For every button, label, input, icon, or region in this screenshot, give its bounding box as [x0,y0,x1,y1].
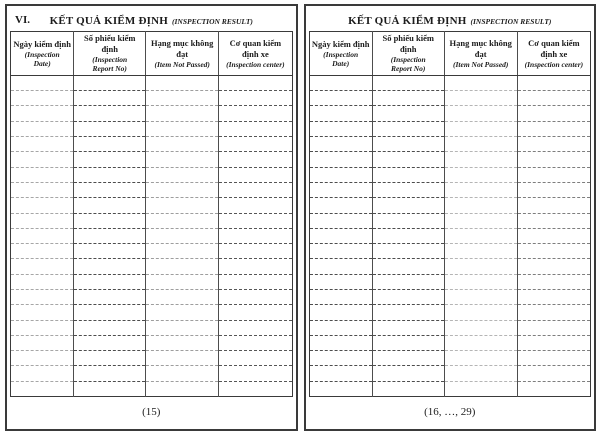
column-label: Cơ quan kiểm định xe [229,37,282,59]
table-row [309,320,591,335]
table-cell [11,106,74,121]
table-cell [11,75,74,90]
page-note-right: (16, …, 29) [424,406,476,419]
table-cell [444,320,517,335]
table-row [11,198,293,213]
table-cell [11,137,74,152]
table-row [11,351,293,366]
table-cell [372,228,444,243]
page-left-header [10,10,293,31]
table-row [309,91,591,106]
table-cell [309,366,372,381]
table-cell [444,182,517,197]
table-cell [74,152,146,167]
table-cell [372,91,444,106]
table-cell [74,213,146,228]
table-cell [11,152,74,167]
table-cell [444,91,517,106]
table-cell [309,290,372,305]
table-cell [219,137,292,152]
table-cell [146,228,219,243]
table-cell [146,91,219,106]
table-row [309,213,591,228]
table-cell [517,198,590,213]
table-cell [146,182,219,197]
column-label: Số phiếu kiểm định [83,33,136,55]
table-cell [146,351,219,366]
table-cell [11,198,74,213]
table-cell [219,167,292,182]
column-sublabel: (Inspection [390,55,426,65]
table-cell [372,320,444,335]
table-cell [11,290,74,305]
page-note-left: (15) [142,406,161,419]
table-cell [146,167,219,182]
table-cell [74,167,146,182]
table-cell [517,182,590,197]
page-right [304,4,597,431]
table-cell [309,351,372,366]
table-cell [517,91,590,106]
table-cell [219,366,292,381]
table-cell [11,121,74,136]
section-number: VI. [15,14,30,26]
table-row [11,259,293,274]
inspection-result-table-left [10,31,293,397]
table-row [11,106,293,121]
table-cell [11,305,74,320]
table-cell [146,75,219,90]
table-row [11,274,293,289]
table-cell [219,351,292,366]
column-sublabel: (Item Not Passed) [452,59,509,69]
table-row [11,137,293,152]
table-cell [372,167,444,182]
table-cell [309,335,372,350]
table-cell [309,75,372,90]
page-right-header [309,10,592,31]
table-cell [74,228,146,243]
table-cell [444,290,517,305]
table-cell [309,152,372,167]
table-cell [372,106,444,121]
table-body [309,75,591,396]
table-cell [309,91,372,106]
table-cell [74,381,146,396]
table-cell [11,259,74,274]
table-cell [309,198,372,213]
table-cell [309,121,372,136]
table-row [309,351,591,366]
table-cell [444,335,517,350]
column-sublabel: (Inspection [92,55,128,65]
table-cell [11,213,74,228]
column-header-inspection-center [219,32,292,76]
table-row [309,137,591,152]
table-cell [372,198,444,213]
table-cell [444,198,517,213]
table-cell [146,335,219,350]
table-cell [11,167,74,182]
table-cell [74,320,146,335]
table-row [309,182,591,197]
table-cell [219,121,292,136]
table-cell [372,121,444,136]
table-cell [309,305,372,320]
table-cell [146,152,219,167]
table-row [309,335,591,350]
table-cell [219,75,292,90]
table-cell [372,290,444,305]
table-row [309,259,591,274]
column-sublabel: (Inspection center) [524,59,584,69]
table-cell [74,75,146,90]
table-cell [517,335,590,350]
table-row [309,152,591,167]
table-row [309,381,591,396]
column-header-report-no [74,32,146,76]
table-header-row [11,32,293,76]
table-cell [74,244,146,259]
table-cell [517,213,590,228]
table-cell [372,351,444,366]
page-title: KẾT QUẢ KIỂM ĐỊNH [348,15,467,27]
table-row [309,198,591,213]
table-cell [11,351,74,366]
table-row [309,167,591,182]
table-cell [372,381,444,396]
table-cell [219,290,292,305]
table-cell [517,366,590,381]
table-cell [219,259,292,274]
table-cell [11,244,74,259]
table-cell [74,106,146,121]
table-cell [11,381,74,396]
page-title-english: (INSPECTION RESULT) [171,17,253,26]
table-cell [146,137,219,152]
column-header-report-no [372,32,444,76]
table-cell [309,381,372,396]
table-cell [309,274,372,289]
table-cell [517,305,590,320]
column-sublabel: Date) [332,58,350,68]
table-cell [309,244,372,259]
table-cell [444,305,517,320]
table-cell [146,381,219,396]
page-title-english: (INSPECTION RESULT) [470,17,552,26]
table-cell [11,228,74,243]
table-cell [517,259,590,274]
table-cell [372,137,444,152]
table-cell [309,213,372,228]
table-row [11,182,293,197]
table-cell [517,121,590,136]
table-cell [74,351,146,366]
table-cell [74,290,146,305]
table-cell [146,244,219,259]
inspection-result-table-right [309,31,592,397]
table-cell [146,290,219,305]
column-header-inspection-date [11,32,74,76]
table-cell [219,182,292,197]
table-cell [309,137,372,152]
table-row [309,75,591,90]
table-cell [74,305,146,320]
table-cell [146,305,219,320]
column-sublabel: (Inspection [24,49,60,59]
table-cell [444,75,517,90]
page-left [5,4,298,431]
table-cell [74,335,146,350]
column-header-inspection-date [309,32,372,76]
table-cell [219,198,292,213]
column-header-item-not-passed [146,32,219,76]
table-cell [517,320,590,335]
table-row [11,335,293,350]
column-sublabel: Report No) [92,64,127,74]
column-sublabel: (Inspection center) [226,59,285,69]
table-cell [517,167,590,182]
table-cell [444,351,517,366]
table-cell [219,213,292,228]
table-cell [372,366,444,381]
table-row [11,152,293,167]
column-label: Cơ quan kiểm định xe [528,37,580,59]
table-cell [146,259,219,274]
table-cell [74,121,146,136]
table-cell [146,121,219,136]
table-cell [444,106,517,121]
table-cell [517,228,590,243]
table-row [11,381,293,396]
table-cell [517,290,590,305]
table-row [309,305,591,320]
table-cell [444,137,517,152]
table-cell [444,152,517,167]
table-row [11,121,293,136]
table-row [309,366,591,381]
table-cell [444,167,517,182]
table-cell [309,228,372,243]
table-row [309,228,591,243]
column-label: Ngày kiểm định [13,38,71,49]
table-cell [444,121,517,136]
table-cell [517,351,590,366]
table-cell [444,213,517,228]
column-label: Ngày kiểm định [311,38,370,49]
table-cell [11,182,74,197]
table-cell [444,244,517,259]
table-cell [372,335,444,350]
table-cell [517,75,590,90]
table-cell [11,320,74,335]
table-cell [219,91,292,106]
table-cell [74,137,146,152]
table-cell [219,335,292,350]
table-cell [146,213,219,228]
table-cell [11,366,74,381]
table-row [309,244,591,259]
table-cell [309,167,372,182]
column-sublabel: (Item Not Passed) [154,59,210,69]
table-row [309,121,591,136]
table-cell [372,213,444,228]
table-cell [146,198,219,213]
table-cell [146,366,219,381]
table-cell [74,182,146,197]
table-cell [517,152,590,167]
table-cell [372,244,444,259]
table-cell [444,366,517,381]
table-row [309,106,591,121]
table-cell [517,137,590,152]
table-cell [372,152,444,167]
table-row [309,290,591,305]
table-cell [11,335,74,350]
table-cell [11,91,74,106]
table-cell [219,274,292,289]
table-cell [146,274,219,289]
table-cell [444,259,517,274]
table-cell [309,182,372,197]
table-cell [219,320,292,335]
column-label: Số phiếu kiểm định [382,33,434,55]
page-title: KẾT QUẢ KIỂM ĐỊNH [49,15,168,27]
table-cell [219,244,292,259]
table-cell [219,381,292,396]
table-cell [74,274,146,289]
table-cell [517,106,590,121]
table-cell [219,106,292,121]
table-cell [74,198,146,213]
table-cell [444,381,517,396]
table-cell [74,366,146,381]
column-header-inspection-center [517,32,590,76]
column-sublabel: (Inspection [323,49,359,59]
table-cell [74,91,146,106]
column-sublabel: Date) [33,58,51,68]
table-row [11,290,293,305]
column-header-item-not-passed [444,32,517,76]
table-row [11,305,293,320]
table-row [11,213,293,228]
table-cell [309,320,372,335]
table-header-row [309,32,591,76]
table-cell [146,320,219,335]
table-cell [11,274,74,289]
table-row [11,91,293,106]
table-cell [372,182,444,197]
column-label: Hạng mục không đạt [151,37,214,59]
table-cell [444,274,517,289]
table-body [11,75,293,396]
table-cell [372,259,444,274]
table-row [11,320,293,335]
table-row [11,366,293,381]
table-cell [372,305,444,320]
table-cell [444,228,517,243]
table-row [11,244,293,259]
table-cell [219,152,292,167]
column-label: Hạng mục không đạt [449,37,512,59]
table-row [11,228,293,243]
table-cell [146,106,219,121]
table-cell [372,274,444,289]
table-cell [517,274,590,289]
table-cell [517,381,590,396]
column-sublabel: Report No) [391,64,426,74]
table-cell [74,259,146,274]
table-row [11,167,293,182]
table-row [11,75,293,90]
table-cell [309,259,372,274]
table-row [309,274,591,289]
table-cell [309,106,372,121]
table-cell [372,75,444,90]
table-cell [219,228,292,243]
table-cell [517,244,590,259]
table-cell [219,305,292,320]
